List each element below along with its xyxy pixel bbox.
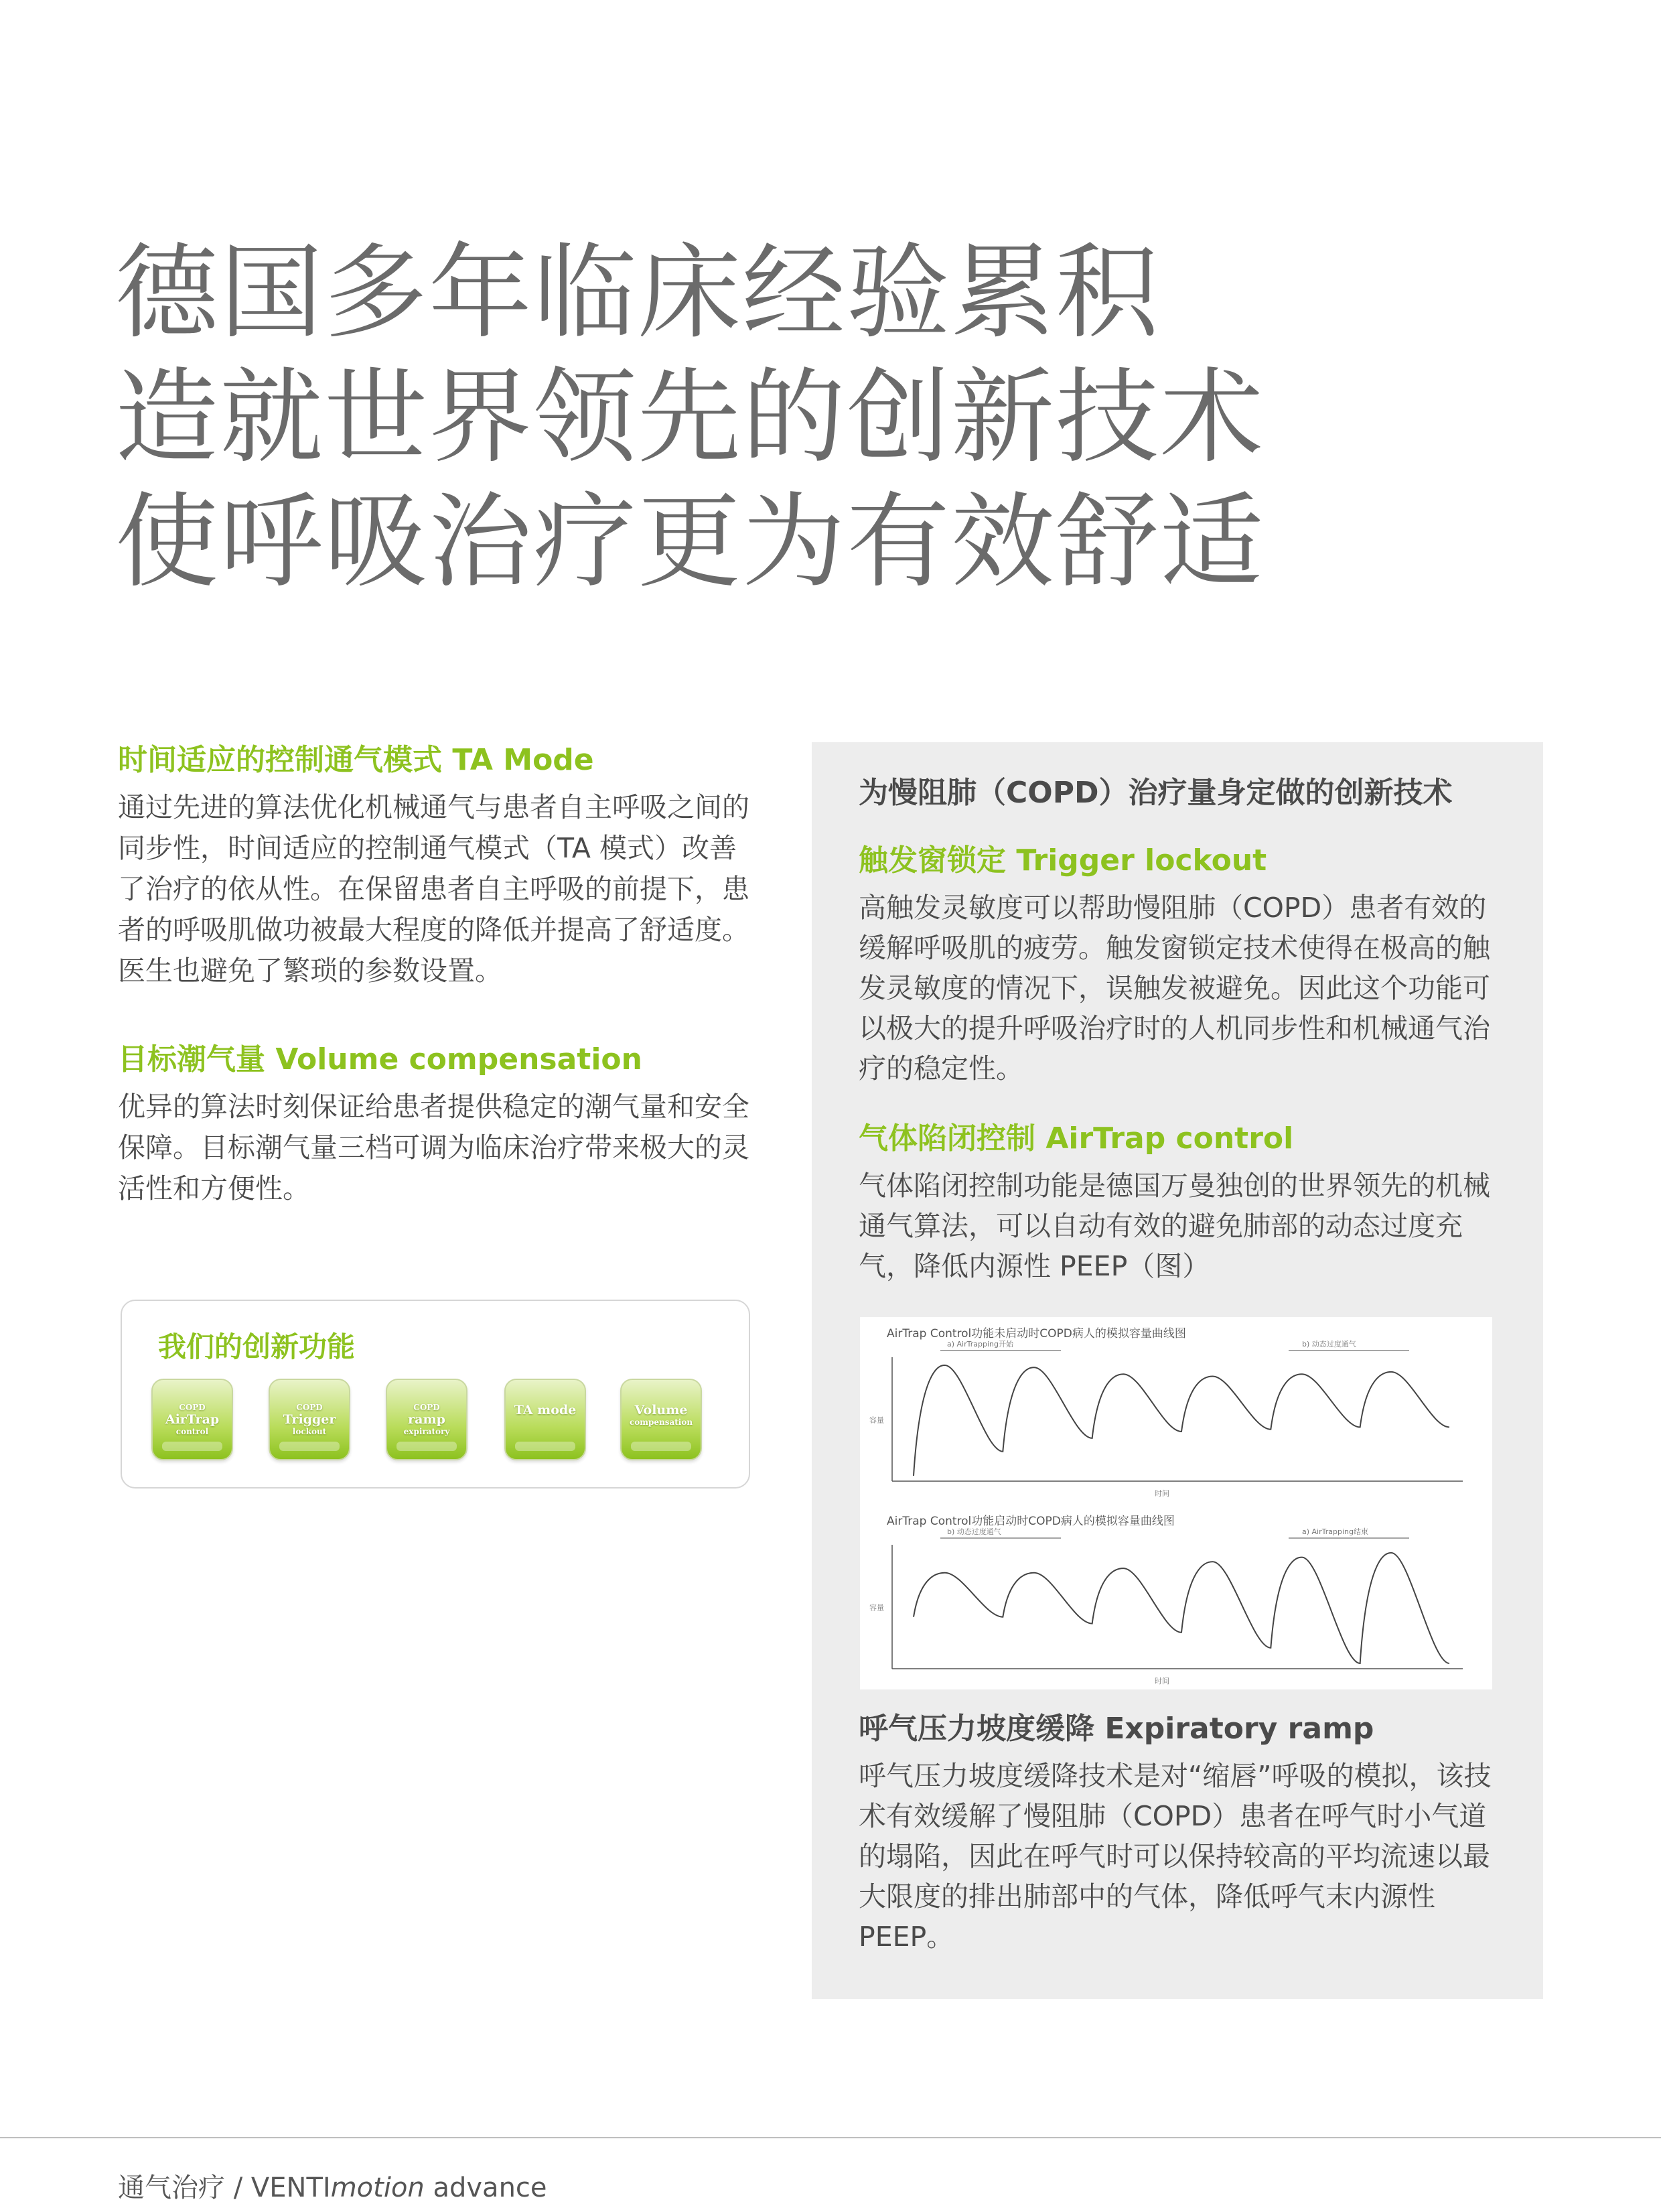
x-axis-label: 时间 <box>1155 1489 1169 1498</box>
feature-icon-main-text: TA mode <box>514 1403 577 1418</box>
headline-line-1: 德国多年临床经验累积 <box>115 233 1161 353</box>
airtrap-chart-svg <box>860 1317 1492 1689</box>
chart-title: AirTrap Control功能未启动时COPD病人的模拟容量曲线图 <box>887 1327 1186 1340</box>
feature-icon-main-text: ramp <box>408 1412 445 1427</box>
feature-icon-base <box>279 1442 340 1451</box>
expiratory-ramp-section <box>859 1709 1502 1957</box>
feature-icons-row <box>151 1379 727 1466</box>
trigger-lockout-body: 高触发灵敏度可以帮助慢阻肺（COPD）患者有效的缓解呼吸肌的疲劳。触发窗锁定技术使得在极高的触发灵敏度的情况下，误触发被避免。因此这个功能可以极大的提升呼吸治疗时的人机同步性和机械通气治疗的稳定性。 <box>859 892 1490 1085</box>
feature-icon-base <box>162 1442 222 1451</box>
feature-icon-sub-text: control <box>175 1427 209 1436</box>
feature-icon-label <box>506 1403 585 1418</box>
innovation-features-box <box>121 1300 750 1489</box>
footer <box>118 2166 547 2205</box>
copd-panel-heading: 为慢阻肺（COPD）治疗量身定做的创新技术 <box>859 776 1453 810</box>
copd-ramp-icon <box>386 1379 467 1460</box>
headline-line-3: 使呼吸治疗更为有效舒适 <box>115 482 1265 602</box>
feature-icon-base <box>515 1442 575 1451</box>
chart-annotation: a) AirTrapping结束 <box>1302 1527 1368 1536</box>
feature-icon-top-text: COPD <box>179 1403 206 1412</box>
airtrap-body: 气体陷闭控制功能是德国万曼独创的世界领先的机械通气算法，可以自动有效的避免肺部的动态过度充气，降低内源性 PEEP（图） <box>859 1170 1490 1282</box>
feature-icon-label <box>622 1403 701 1427</box>
volume-icon <box>620 1379 702 1460</box>
footer-separator: / <box>225 2172 251 2203</box>
headline <box>115 231 1388 605</box>
footer-divider <box>0 2137 1661 2138</box>
chart-annotation: a) AirTrapping开始 <box>947 1340 1013 1349</box>
chart-annotation: b) 动态过度通气 <box>1302 1340 1356 1349</box>
headline-line-2: 造就世界领先的创新技术 <box>115 358 1265 478</box>
volume-curve <box>914 1553 1449 1663</box>
ta-mode-section <box>118 740 754 991</box>
feature-icon-sub-text: expiratory <box>403 1427 450 1436</box>
trigger-lockout-section <box>859 841 1502 1089</box>
airtrap-section <box>859 1119 1502 1286</box>
chart-title: AirTrap Control功能启动时COPD病人的模拟容量曲线图 <box>887 1515 1175 1528</box>
feature-icon-base <box>631 1442 691 1451</box>
feature-icon-base <box>396 1442 457 1451</box>
footer-section: 通气治疗 <box>118 2172 225 2203</box>
volume-compensation-section <box>118 1040 754 1209</box>
volume-curve <box>914 1365 1449 1476</box>
x-axis-label: 时间 <box>1155 1677 1169 1685</box>
airtrap-volume-chart <box>860 1317 1492 1689</box>
y-axis-label: 容量 <box>869 1603 884 1612</box>
feature-icon-sub-text: compensation <box>629 1418 693 1427</box>
feature-icon-sub-text: lockout <box>292 1427 327 1436</box>
footer-brand-prefix: VENTI <box>250 2172 331 2203</box>
copd-panel <box>812 742 1543 1999</box>
footer-brand-suffix: advance <box>424 2172 547 2203</box>
feature-icon-main-text: Volume <box>634 1403 688 1418</box>
feature-icon-label <box>153 1403 232 1436</box>
trigger-lockout-title: 触发窗锁定 Trigger lockout <box>859 843 1267 878</box>
feature-icon-label <box>270 1403 349 1436</box>
airtrap-title: 气体陷闭控制 AirTrap control <box>859 1121 1294 1156</box>
feature-icon-label <box>387 1403 466 1436</box>
expiratory-ramp-title: 呼气压力坡度缓降 Expiratory ramp <box>859 1712 1374 1746</box>
ta-mode-body: 通过先进的算法优化机械通气与患者自主呼吸之间的同步性，时间适应的控制通气模式（TA 模式）改善了治疗的依从性。在保留患者自主呼吸的前提下，患者的呼吸肌做功被最大程度的降低并提高了舒适度。医生也避免了繁琐的参数设置。 <box>118 791 749 987</box>
feature-icon-main-text: Trigger <box>283 1412 336 1427</box>
feature-icon-main-text: AirTrap <box>165 1412 220 1427</box>
copd-trigger-icon <box>269 1379 350 1460</box>
volume-compensation-body: 优异的算法时刻保证给患者提供稳定的潮气量和安全保障。目标潮气量三档可调为临床治疗带来极大的灵活性和方便性。 <box>118 1091 749 1204</box>
chart-annotation: b) 动态过度通气 <box>947 1527 1001 1536</box>
ta-mode-title: 时间适应的控制通气模式 TA Mode <box>118 743 594 777</box>
feature-icon-top-text: COPD <box>296 1403 323 1412</box>
ta-mode-icon <box>504 1379 586 1460</box>
features-title: 我们的创新功能 <box>158 1330 356 1363</box>
expiratory-ramp-body: 呼气压力坡度缓降技术是对“缩唇”呼吸的模拟，该技术有效缓解了慢阻肺（COPD）患者在呼气时小气道的塌陷，因此在呼气时可以保持较高的平均流速以最大限度的排出肺部中的气体，降低呼气末内源性 PEEP。 <box>859 1760 1492 1953</box>
y-axis-label: 容量 <box>869 1415 884 1425</box>
footer-brand-italic: motion <box>330 2172 425 2203</box>
feature-icon-top-text: COPD <box>413 1403 440 1412</box>
copd-airtrap-icon <box>151 1379 233 1460</box>
volume-compensation-title: 目标潮气量 Volume compensation <box>118 1042 642 1077</box>
